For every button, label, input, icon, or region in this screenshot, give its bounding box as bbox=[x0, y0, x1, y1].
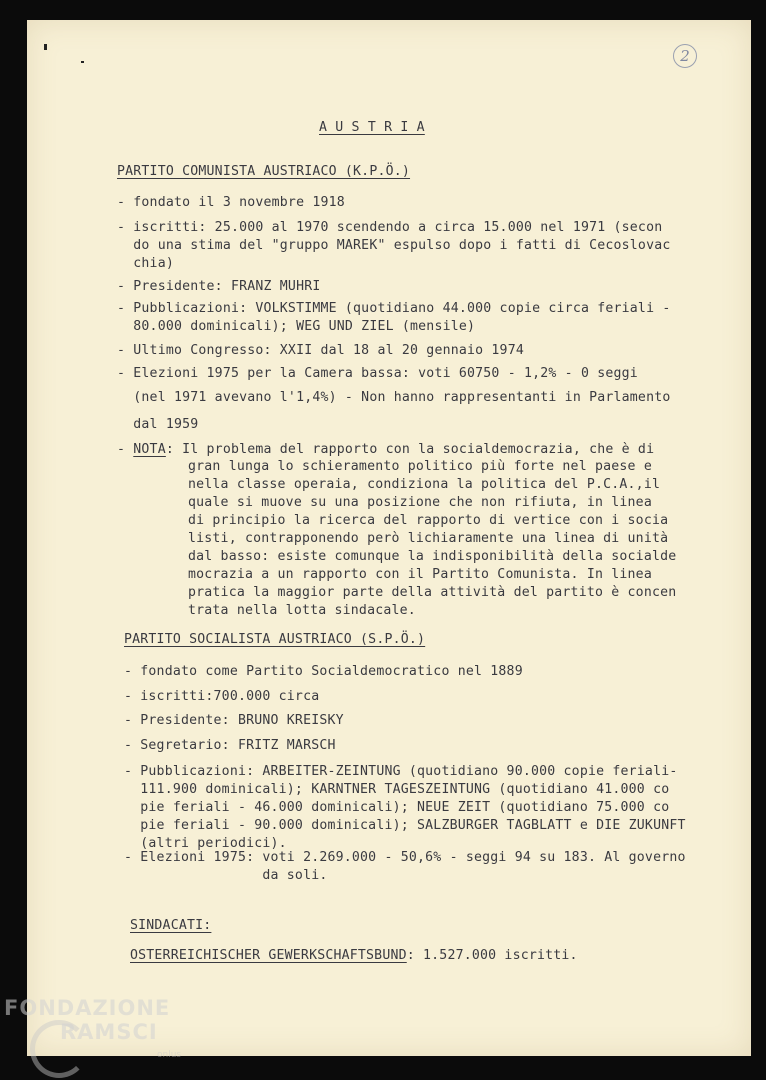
nota-label: NOTA bbox=[133, 442, 166, 457]
ink-mark bbox=[44, 44, 47, 50]
union-name: OSTERREICHISCHER GEWERKSCHAFTSBUND bbox=[130, 948, 407, 963]
union-members: : 1.527.000 iscritti. bbox=[406, 948, 578, 963]
party1-president: - Presidente: FRANZ MUHRI bbox=[117, 279, 321, 294]
party1-pubs-2: 80.000 dominicali); WEG UND ZIEL (mensile) bbox=[117, 319, 476, 334]
nota-line: nella classe operaia, condiziona la politica del P.C.A.,il bbox=[188, 477, 661, 492]
watermark-line2: RAMSCI bbox=[60, 1020, 158, 1044]
party1-pubs-1: - Pubblicazioni: VOLKSTIMME (quotidiano 44.000 copie circa feriali - bbox=[117, 301, 671, 316]
nota-line: listi, contrapponendo però lichiaramente una linea di unità bbox=[188, 531, 669, 546]
party2-heading: PARTITO SOCIALISTA AUSTRIACO (S.P.Ö.) bbox=[124, 632, 426, 647]
party1-elections-3: dal 1959 bbox=[117, 417, 199, 432]
party2-pubs-1: - Pubblicazioni: ARBEITER-ZEINTUNG (quotidiano 90.000 copie feriali- bbox=[124, 764, 678, 779]
party2-founded: - fondato come Partito Socialdemocratico nel 1889 bbox=[124, 664, 523, 679]
nota-line: mocrazia a un rapporto con il Partito Comunista. In linea bbox=[188, 567, 652, 582]
nota-line: dal basso: esiste comunque la indisponibilità della socialde bbox=[188, 549, 677, 564]
party2-pubs-3: pie feriali - 46.000 dominicali); NEUE ZEIT (quotidiano 75.000 co bbox=[124, 800, 670, 815]
nota-dash: - bbox=[117, 442, 134, 457]
nota-text: : Il problema del rapporto con la socialdemocrazia, che è di bbox=[165, 442, 655, 457]
unions-line bbox=[130, 947, 578, 965]
party1-founded: - fondato il 3 novembre 1918 bbox=[117, 195, 345, 210]
party1-congress: - Ultimo Congresso: XXII dal 18 al 20 gennaio 1974 bbox=[117, 343, 524, 358]
nota-line: gran lunga lo schieramento politico più forte nel paese e bbox=[188, 459, 652, 474]
nota-first-line bbox=[117, 441, 654, 459]
party2-pubs-2: 111.900 dominicali); KARNTNER TAGESZEINTUNG (quotidiano 41.000 co bbox=[124, 782, 670, 797]
document-title: A U S T R I A bbox=[319, 120, 425, 135]
party1-heading: PARTITO COMUNISTA AUSTRIACO (K.P.Ö.) bbox=[117, 164, 411, 179]
ink-dot bbox=[81, 61, 84, 63]
nota-line: quale si muove su una posizione che non rifiuta, in linea bbox=[188, 495, 652, 510]
nota-line: pratica la maggior parte della attività del partito è concen bbox=[188, 585, 677, 600]
party2-president: - Presidente: BRUNO KREISKY bbox=[124, 713, 344, 728]
party2-members: - iscritti:700.000 circa bbox=[124, 689, 320, 704]
party1-elections-1: - Elezioni 1975 per la Camera bassa: voti 60750 - 1,2% - 0 seggi bbox=[117, 366, 638, 381]
unions-heading: SINDACATI: bbox=[130, 918, 212, 933]
document-page bbox=[27, 20, 751, 1056]
party1-members-3: chia) bbox=[117, 256, 174, 271]
party1-members-1: - iscritti: 25.000 al 1970 scendendo a circa 15.000 nel 1971 (secon bbox=[117, 220, 663, 235]
party2-pubs-4: pie feriali - 90.000 dominicali); SALZBURGER TAGBLATT e DIE ZUKUNFT bbox=[124, 818, 686, 833]
page-number: 2 bbox=[673, 44, 697, 68]
watermark-line1: FONDAZIONE bbox=[4, 996, 171, 1020]
nota-line: trata nella lotta sindacale. bbox=[188, 603, 416, 618]
nota-line: di principio la ricerca del rapporto di vertice con i socia bbox=[188, 513, 669, 528]
party1-members-2: do una stima del "gruppo MAREK" espulso dopo i fatti di Cecoslovac bbox=[117, 238, 671, 253]
watermark-sub: onlus bbox=[157, 1050, 182, 1060]
party2-elections-1: - Elezioni 1975: voti 2.269.000 - 50,6% - seggi 94 su 183. Al governo bbox=[124, 850, 686, 865]
party2-elections-2: da soli. bbox=[124, 868, 328, 883]
party1-elections-2: (nel 1971 avevano l'1,4%) - Non hanno rappresentanti in Parlamento bbox=[117, 390, 671, 405]
party2-secretary: - Segretario: FRITZ MARSCH bbox=[124, 738, 336, 753]
party2-pubs-5: (altri periodici). bbox=[124, 836, 287, 851]
